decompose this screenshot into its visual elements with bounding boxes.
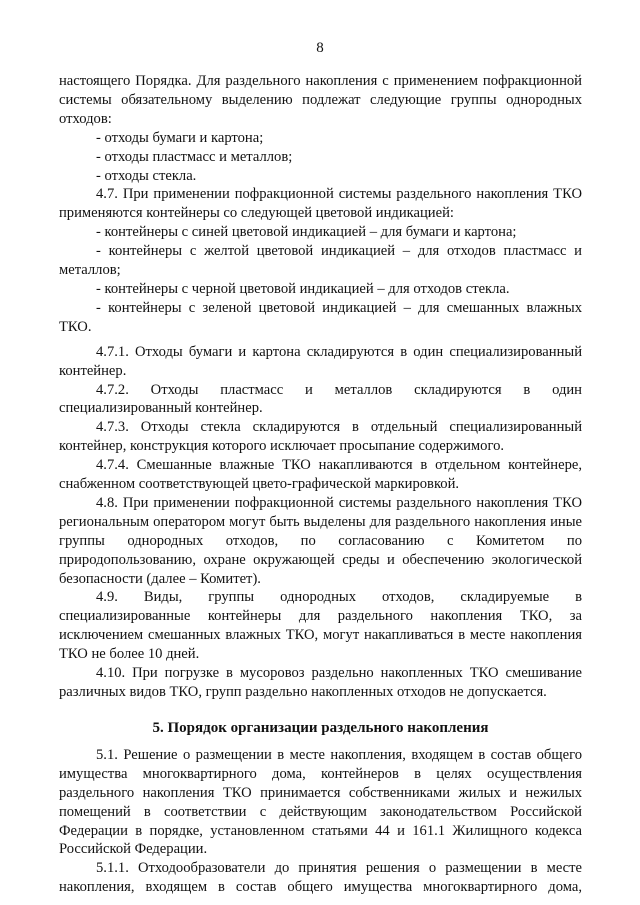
paragraph-4-7-3: 4.7.3. Отходы стекла складируются в отдельный специализированный контейнер, конструкция которого исключает просыпание содержимого.	[59, 419, 582, 455]
paragraph-4-7-2: 4.7.2. Отходы пластмасс и металлов складируются в один специализированный контейнер.	[59, 381, 582, 417]
list-item-glass: - отходы стекла.	[96, 167, 197, 184]
paragraph-4-10: 4.10. При погрузке в мусоровоз раздельно накопленных ТКО смешивание различных видов ТКО, групп раздельно накопленных отходов не допускается.	[59, 665, 582, 700]
paragraph-5-1-1: 5.1.1. Отходообразователи до принятия решения о размещении в месте накопления, входящем в состав общего имущества многоквартирного дома,	[59, 860, 582, 896]
section-heading: 5. Порядок организации раздельного накопления	[152, 719, 489, 736]
list-item-plastic: - отходы пластмасс и металлов;	[96, 148, 293, 165]
paragraph-intro: настоящего Порядка. Для раздельного накопления с применением пофракционной системы обязательному выделению подлежат следующие группы однородных отходов:	[59, 73, 582, 127]
paragraph-4-7: 4.7. При применении пофракционной системы раздельного накопления ТКО применяются контейнеры со следующей цветовой индикацией:	[59, 186, 582, 222]
page-number: 8	[316, 40, 324, 56]
paragraph-5-1: 5.1. Решение о размещении в месте накопления, входящем в состав общего имущества многоквартирного дома, контейнеров в целях осуществления раздельного накопления ТКО принимается собственниками жилых и нежилых помещений в соответствии с действующим законодательством Российской Федерации в порядке, установленном статьями 44 и 161.1 Жилищного кодекса Российской Федерации.	[59, 746, 582, 858]
list-item-black-container: - контейнеры с черной цветовой индикацией – для отходов стекла.	[96, 280, 510, 297]
paragraph-4-8: 4.8. При применении пофракционной системы раздельного накопления ТКО региональным оператором могут быть выделены для раздельного накопления иные группы однородных отходов, по согласованию с Комитетом по природопользованию, охране окружающей среды и обеспечению экологической безопасности (далее – Комитет).	[59, 494, 582, 587]
list-item-paper: - отходы бумаги и картона;	[96, 129, 264, 146]
list-item-blue-container: - контейнеры с синей цветовой индикацией – для бумаги и картона;	[96, 224, 517, 241]
list-item-green-container: - контейнеры с зеленой цветовой индикацией – для смешанных влажных ТКО.	[59, 299, 582, 335]
list-item-yellow-container: - контейнеры с желтой цветовой индикацией – для отходов пластмасс и металлов;	[59, 243, 582, 279]
document-body	[59, 72, 582, 897]
paragraph-4-7-1: 4.7.1. Отходы бумаги и картона складируются в один специализированный контейнер.	[59, 343, 582, 379]
paragraph-4-9: 4.9. Виды, группы однородных отходов, складируемые в специализированные контейнеры для раздельного накопления ТКО, за исключением смешанных влажных ТКО, могут накапливаться в месте накопления ТКО не более 10 дней.	[59, 589, 582, 663]
paragraph-4-7-4: 4.7.4. Смешанные влажные ТКО накапливаются в отдельном контейнере, снабженном соответствующей цвето-графической маркировкой.	[59, 457, 582, 493]
